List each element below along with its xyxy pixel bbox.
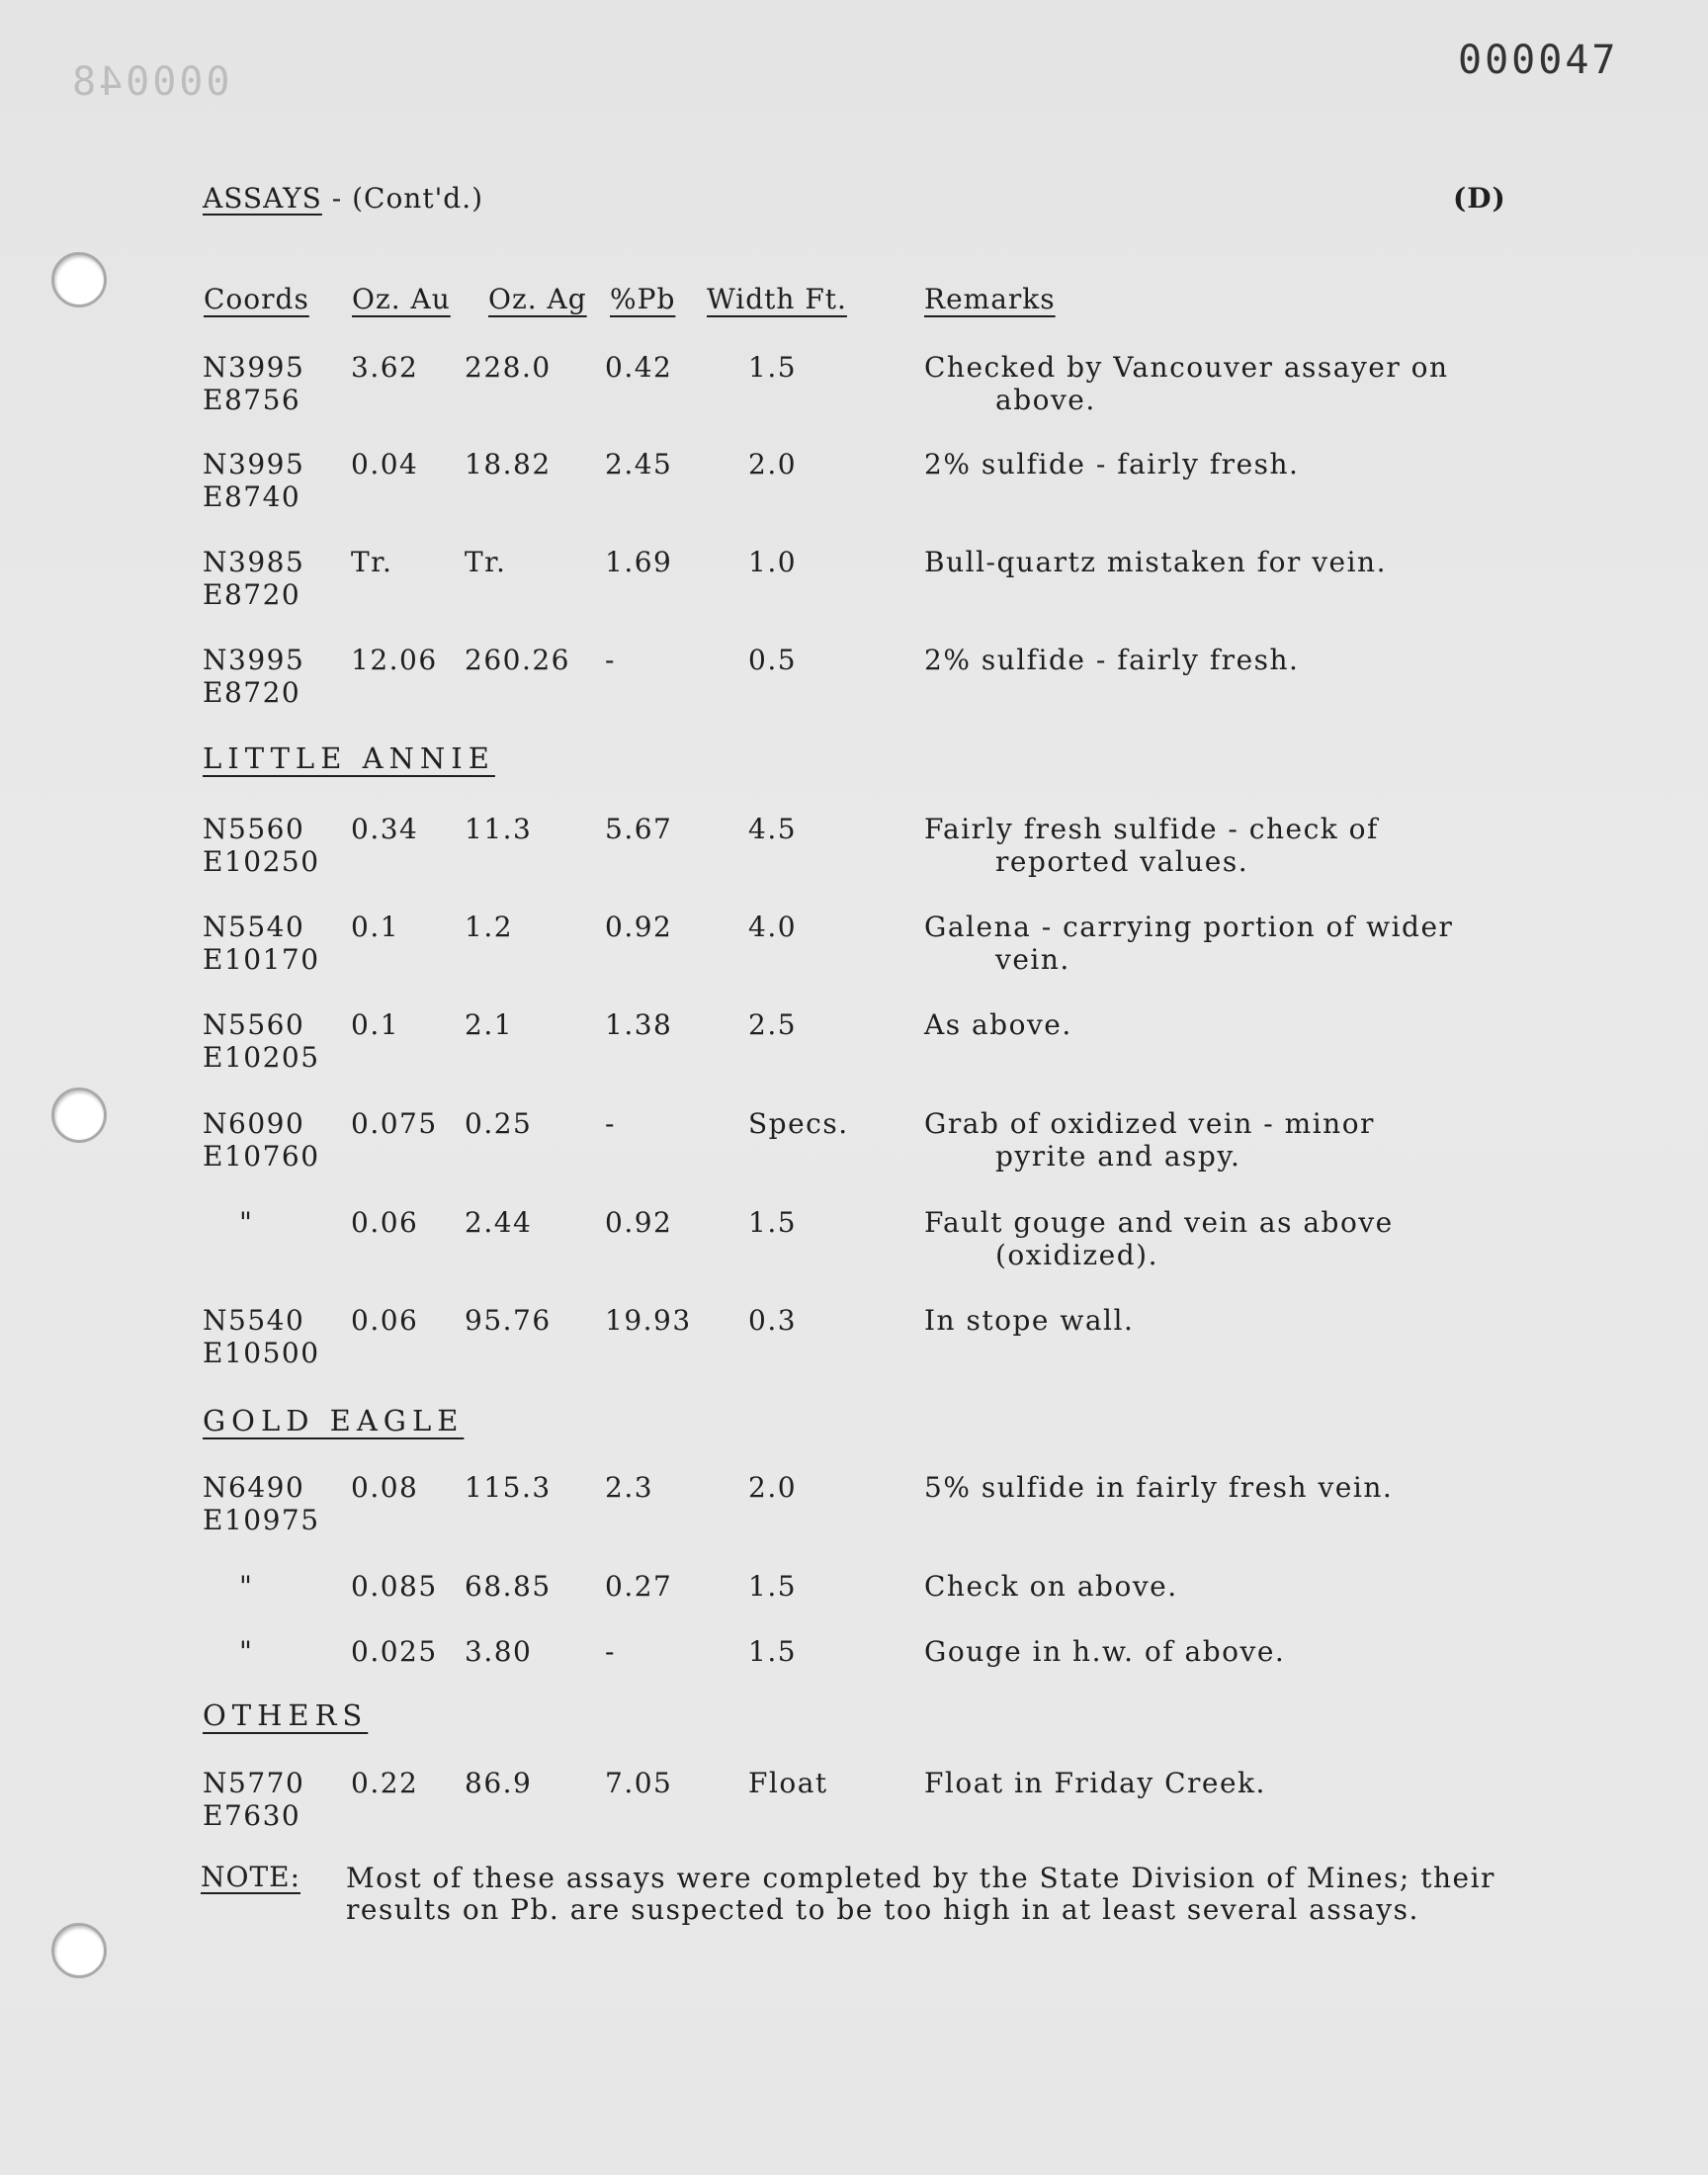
binder-hole — [51, 252, 107, 307]
remarks-cell — [924, 1008, 1517, 1041]
remarks-cell — [924, 1304, 1517, 1337]
coord-cell — [203, 644, 304, 709]
pb-cell: 1.69 — [605, 546, 673, 578]
au-cell: 0.08 — [351, 1471, 419, 1504]
width-cell: 2.0 — [748, 1471, 798, 1504]
coord-east: E10500 — [203, 1337, 320, 1369]
remarks-line1: Fairly fresh sulfide - check of — [924, 813, 1379, 845]
coord-north: N5540 — [203, 911, 305, 943]
remarks-line2: (oxidized). — [995, 1239, 1158, 1271]
remarks-line1: Grab of oxidized vein - minor — [924, 1107, 1375, 1140]
pb-cell: 2.3 — [605, 1471, 654, 1504]
au-cell: 0.025 — [351, 1635, 438, 1668]
coord-cell — [239, 1570, 253, 1603]
section-tag: (D) — [1453, 182, 1506, 215]
coord-north: N3985 — [203, 546, 305, 578]
coord-cell — [239, 1635, 253, 1668]
coord-north: N5770 — [203, 1767, 305, 1799]
remarks-cell — [924, 1767, 1517, 1799]
width-cell: 1.5 — [748, 1206, 798, 1239]
ag-cell: 2.1 — [465, 1008, 514, 1041]
coord-cell — [203, 1304, 320, 1369]
remarks-cell — [924, 1206, 1517, 1271]
au-cell: 0.085 — [351, 1570, 438, 1603]
note-text: Most of these assays were completed by the State Division of Mines; their results on Pb. are suspected to be too high in at least several assays. — [346, 1862, 1495, 1926]
width-cell: 2.0 — [748, 448, 798, 480]
ag-cell: 0.25 — [465, 1107, 533, 1140]
remarks-line1: Check on above. — [924, 1570, 1178, 1603]
ag-cell: 86.9 — [465, 1767, 533, 1799]
pb-cell: - — [605, 1635, 616, 1668]
coord-east: E8720 — [203, 676, 301, 709]
coord-east: E10760 — [203, 1140, 320, 1173]
coord-east: E10975 — [203, 1504, 320, 1536]
width-cell: Specs. — [748, 1107, 849, 1140]
width-cell: 1.5 — [748, 351, 798, 384]
au-cell: 0.075 — [351, 1107, 438, 1140]
col-header-coords: Coords — [204, 283, 309, 315]
au-cell: Tr. — [351, 546, 393, 578]
au-cell: 0.1 — [351, 911, 400, 943]
au-cell: 0.1 — [351, 1008, 400, 1041]
remarks-line1: Galena - carrying portion of wider — [924, 911, 1454, 943]
au-cell: 0.06 — [351, 1304, 419, 1337]
page-number: 000047 — [1458, 38, 1619, 83]
ag-cell: 3.80 — [465, 1635, 533, 1668]
coord-north: N5560 — [203, 813, 305, 845]
au-cell: 0.04 — [351, 448, 419, 480]
coord-cell — [203, 813, 320, 878]
note-label: NOTE: — [201, 1861, 301, 1893]
width-cell: 1.5 — [748, 1570, 798, 1603]
remarks-line1: Gouge in h.w. of above. — [924, 1635, 1286, 1668]
pb-cell: - — [605, 644, 616, 676]
binder-hole — [51, 1088, 107, 1143]
page-title — [203, 182, 483, 215]
coord-cell — [239, 1206, 253, 1239]
ag-cell: 18.82 — [465, 448, 552, 480]
coord-cell — [203, 911, 320, 976]
pb-cell: 19.93 — [605, 1304, 692, 1337]
coord-cell — [203, 448, 304, 513]
width-cell: 1.5 — [748, 1635, 798, 1668]
remarks-cell — [924, 1635, 1517, 1668]
remarks-line2: reported values. — [995, 845, 1249, 878]
section-heading: LITTLE ANNIE — [203, 741, 495, 775]
coord-north: " — [239, 1570, 254, 1603]
ag-cell: Tr. — [465, 546, 507, 578]
coord-east: E10170 — [203, 943, 320, 976]
title-text: ASSAYS — [203, 182, 322, 215]
remarks-line2: pyrite and aspy. — [995, 1140, 1241, 1173]
coord-east: E8740 — [203, 480, 301, 513]
coord-east: E7630 — [203, 1799, 301, 1832]
remarks-line2: above. — [995, 384, 1096, 416]
remarks-line1: Bull-quartz mistaken for vein. — [924, 546, 1387, 578]
coord-north: " — [239, 1635, 254, 1668]
width-cell: 2.5 — [748, 1008, 798, 1041]
remarks-line1: 2% sulfide - fairly fresh. — [924, 448, 1300, 480]
coord-north: " — [239, 1206, 254, 1239]
remarks-line2: vein. — [995, 943, 1070, 976]
ag-cell: 228.0 — [465, 351, 552, 384]
width-cell: 0.3 — [748, 1304, 798, 1337]
coord-cell — [203, 1767, 304, 1832]
pb-cell: 0.42 — [605, 351, 673, 384]
coord-east: E8756 — [203, 384, 301, 416]
section-heading: OTHERS — [203, 1698, 369, 1732]
title-suffix: - (Cont'd.) — [321, 182, 484, 215]
coord-cell — [203, 1107, 320, 1173]
width-cell: 1.0 — [748, 546, 798, 578]
remarks-cell — [924, 644, 1517, 676]
remarks-line1: As above. — [924, 1008, 1072, 1041]
remarks-line1: 2% sulfide - fairly fresh. — [924, 644, 1300, 676]
coord-north: N6490 — [203, 1471, 305, 1504]
remarks-cell — [924, 351, 1517, 416]
pb-cell: 0.27 — [605, 1570, 673, 1603]
remarks-cell — [924, 448, 1517, 480]
ag-cell: 2.44 — [465, 1206, 533, 1239]
remarks-line1: In stope wall. — [924, 1304, 1135, 1337]
coord-north: N3995 — [203, 448, 305, 480]
remarks-cell — [924, 813, 1517, 878]
col-header-width: Width Ft. — [707, 283, 847, 315]
col-header-pb: %Pb — [610, 283, 676, 315]
pb-cell: 0.92 — [605, 1206, 673, 1239]
ghost-page-number: 000048 — [69, 59, 230, 105]
coord-east: E8720 — [203, 578, 301, 611]
width-cell: Float — [748, 1767, 828, 1799]
remarks-cell — [924, 1570, 1517, 1603]
remarks-line1: Fault gouge and vein as above — [924, 1206, 1394, 1239]
au-cell: 12.06 — [351, 644, 438, 676]
ag-cell: 115.3 — [465, 1471, 552, 1504]
remarks-cell — [924, 911, 1517, 976]
binder-hole — [51, 1923, 107, 1978]
col-header-remarks: Remarks — [924, 283, 1056, 315]
col-header-ag: Oz. Ag — [488, 283, 587, 315]
au-cell: 0.34 — [351, 813, 419, 845]
remarks-cell — [924, 546, 1517, 578]
coord-north: N3995 — [203, 644, 305, 676]
coord-north: N5540 — [203, 1304, 305, 1337]
pb-cell: 2.45 — [605, 448, 673, 480]
width-cell: 4.5 — [748, 813, 798, 845]
remarks-line1: 5% sulfide in fairly fresh vein. — [924, 1471, 1394, 1504]
ag-cell: 11.3 — [465, 813, 533, 845]
au-cell: 0.06 — [351, 1206, 419, 1239]
width-cell: 0.5 — [748, 644, 798, 676]
pb-cell: 5.67 — [605, 813, 673, 845]
coord-north: N6090 — [203, 1107, 305, 1140]
ag-cell: 260.26 — [465, 644, 570, 676]
ag-cell: 95.76 — [465, 1304, 552, 1337]
pb-cell: 7.05 — [605, 1767, 673, 1799]
ag-cell: 68.85 — [465, 1570, 552, 1603]
coord-east: E10250 — [203, 845, 320, 878]
pb-cell: 0.92 — [605, 911, 673, 943]
coord-cell — [203, 351, 304, 416]
col-header-au: Oz. Au — [352, 283, 451, 315]
section-heading: GOLD EAGLE — [203, 1404, 465, 1437]
au-cell: 3.62 — [351, 351, 419, 384]
ag-cell: 1.2 — [465, 911, 514, 943]
coord-cell — [203, 1471, 320, 1536]
coord-north: N5560 — [203, 1008, 305, 1041]
coord-cell — [203, 546, 304, 611]
pb-cell: 1.38 — [605, 1008, 673, 1041]
coord-east: E10205 — [203, 1041, 320, 1074]
width-cell: 4.0 — [748, 911, 798, 943]
pb-cell: - — [605, 1107, 616, 1140]
coord-north: N3995 — [203, 351, 305, 384]
remarks-cell — [924, 1471, 1517, 1504]
remarks-line1: Float in Friday Creek. — [924, 1767, 1266, 1799]
remarks-cell — [924, 1107, 1517, 1173]
au-cell: 0.22 — [351, 1767, 419, 1799]
coord-cell — [203, 1008, 320, 1074]
remarks-line1: Checked by Vancouver assayer on — [924, 351, 1449, 384]
